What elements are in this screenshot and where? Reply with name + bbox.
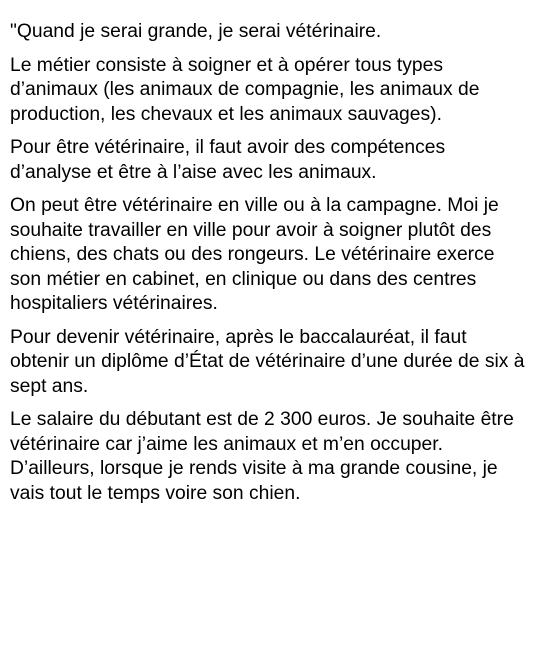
paragraph-education: Pour devenir vétérinaire, après le baccalauréat, il faut obtenir un diplôme d’État de vétérinaire d’une durée de six à sept ans. [10, 326, 525, 397]
paragraph-salary: Le salaire du débutant est de 2 300 euros. Je souhaite être vétérinaire car j’aime les animaux et m’en occuper. D’ailleurs, lorsque je rends visite à ma grande cousine, je vais tout le temps voire son chien. [10, 409, 514, 504]
paragraph-intro: "Quand je serai grande, je serai vétérinaire. [10, 21, 382, 42]
paragraph-job-description: Le métier consiste à soigner et à opérer tous types d’animaux (les animaux de compagnie, les animaux de production, les chevaux et les animaux sauvages). [10, 54, 480, 125]
paragraph-workplace: On peut être vétérinaire en ville ou à la campagne. Moi je souhaite travailler en ville pour avoir à soigner plutôt des chiens, des chats ou des rongeurs. Le vétérinaire exerce son métier en cabinet, en clinique ou dans des centres hospitaliers vétérinaires. [10, 195, 499, 314]
paragraph-skills: Pour être vétérinaire, il faut avoir des compétences d’analyse et être à l’aise avec les animaux. [10, 137, 446, 183]
